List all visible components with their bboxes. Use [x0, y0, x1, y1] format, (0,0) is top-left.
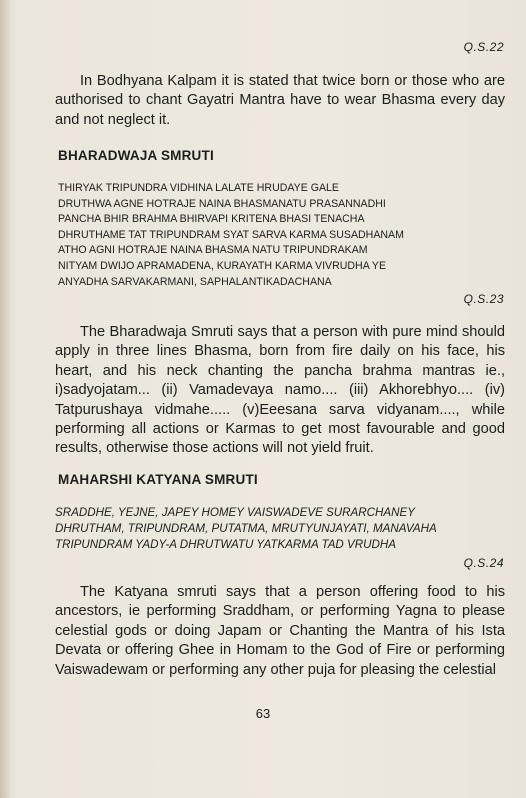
section-heading-bharadwaja: BHARADWAJA SMRUTI: [58, 148, 214, 163]
quote-reference: Q.S.24: [463, 556, 504, 570]
mantra-line: DHRUTHAME TAT TRIPUNDRAM SYAT SARVA KARMA SUSADHANAM: [58, 228, 404, 241]
page-binding-edge: [0, 0, 10, 798]
section-heading-katyana: MAHARSHI KATYANA SMRUTI: [58, 472, 258, 487]
quote-reference: Q.S.23: [463, 292, 504, 306]
page-number: 63: [255, 706, 271, 721]
paragraph-katyana: The Katyana smruti says that a person offering food to his ancestors, ie performing Sraddham, or performing Yagna to please celestial gods or doing Japam or Chanting the Mantra of his Ista Devata or offering Ghee in Homam to the God of Fire or performing Vaiswadewam or performing any other puja for pleasing the celestial: [55, 584, 505, 678]
mantra-block: [58, 181, 488, 290]
mantra-line: ATHO AGNI HOTRAJE NAINA BHASMA NATU TRIPUNDRAKAM: [58, 244, 368, 257]
verse-line: DHRUTHAM, TRIPUNDRAM, PUTATMA, MRUTYUNJAYATI, MANAVAHA: [55, 522, 437, 535]
verse-line: SRADDHE, YEJNE, JAPEY HOMEY VAISWADEVE SURARCHANEY: [55, 506, 415, 519]
mantra-line: ANYADHA SARVAKARMANI, SAPHALANTIKADACHANA: [58, 275, 332, 288]
paragraph-bodhyana: In Bodhyana Kalpam it is stated that twice born or those who are authorised to chant Gayatri Mantra have to wear Bhasma every day and not neglect it.: [55, 73, 505, 128]
paragraph-bharadwaja: The Bharadwaja Smruti says that a person with pure mind should apply in three lines Bhasma, born from fire daily on his face, his heart, and his neck chanting the pancha brahma mantras ie., i)sadyojatam... (ii) Vamadevaya namo.... (iii) Akhorebhyo.... (iv) Tatpurushaya vidmahe..... (v)Eeesana sarva vidyanam...., while performing all actions or Karmas to get most favourable and good results, otherwise those actions will not yield fruit.: [55, 324, 505, 457]
mantra-line: THIRYAK TRIPUNDRA VIDHINA LALATE HRUDAYE GALE: [58, 182, 340, 194]
verse-line: TRIPUNDRAM YADY-A DHRUTWATU YATKARMA TAD VRUDHA: [55, 538, 396, 551]
mantra-line: DRUTHWA AGNE HOTRAJE NAINA BHASMANATU PRASANNADHI: [58, 197, 386, 210]
quote-reference: Q.S.22: [463, 40, 504, 54]
mantra-line: PANCHA BHIR BRAHMA BHIRVAPI KRITENA BHASI TENACHA: [58, 213, 365, 226]
verse-block: [55, 505, 495, 553]
mantra-line: NITYAM DWIJO APRAMADENA, KURAYATH KARMA VIVRUDHA YE: [58, 259, 387, 272]
